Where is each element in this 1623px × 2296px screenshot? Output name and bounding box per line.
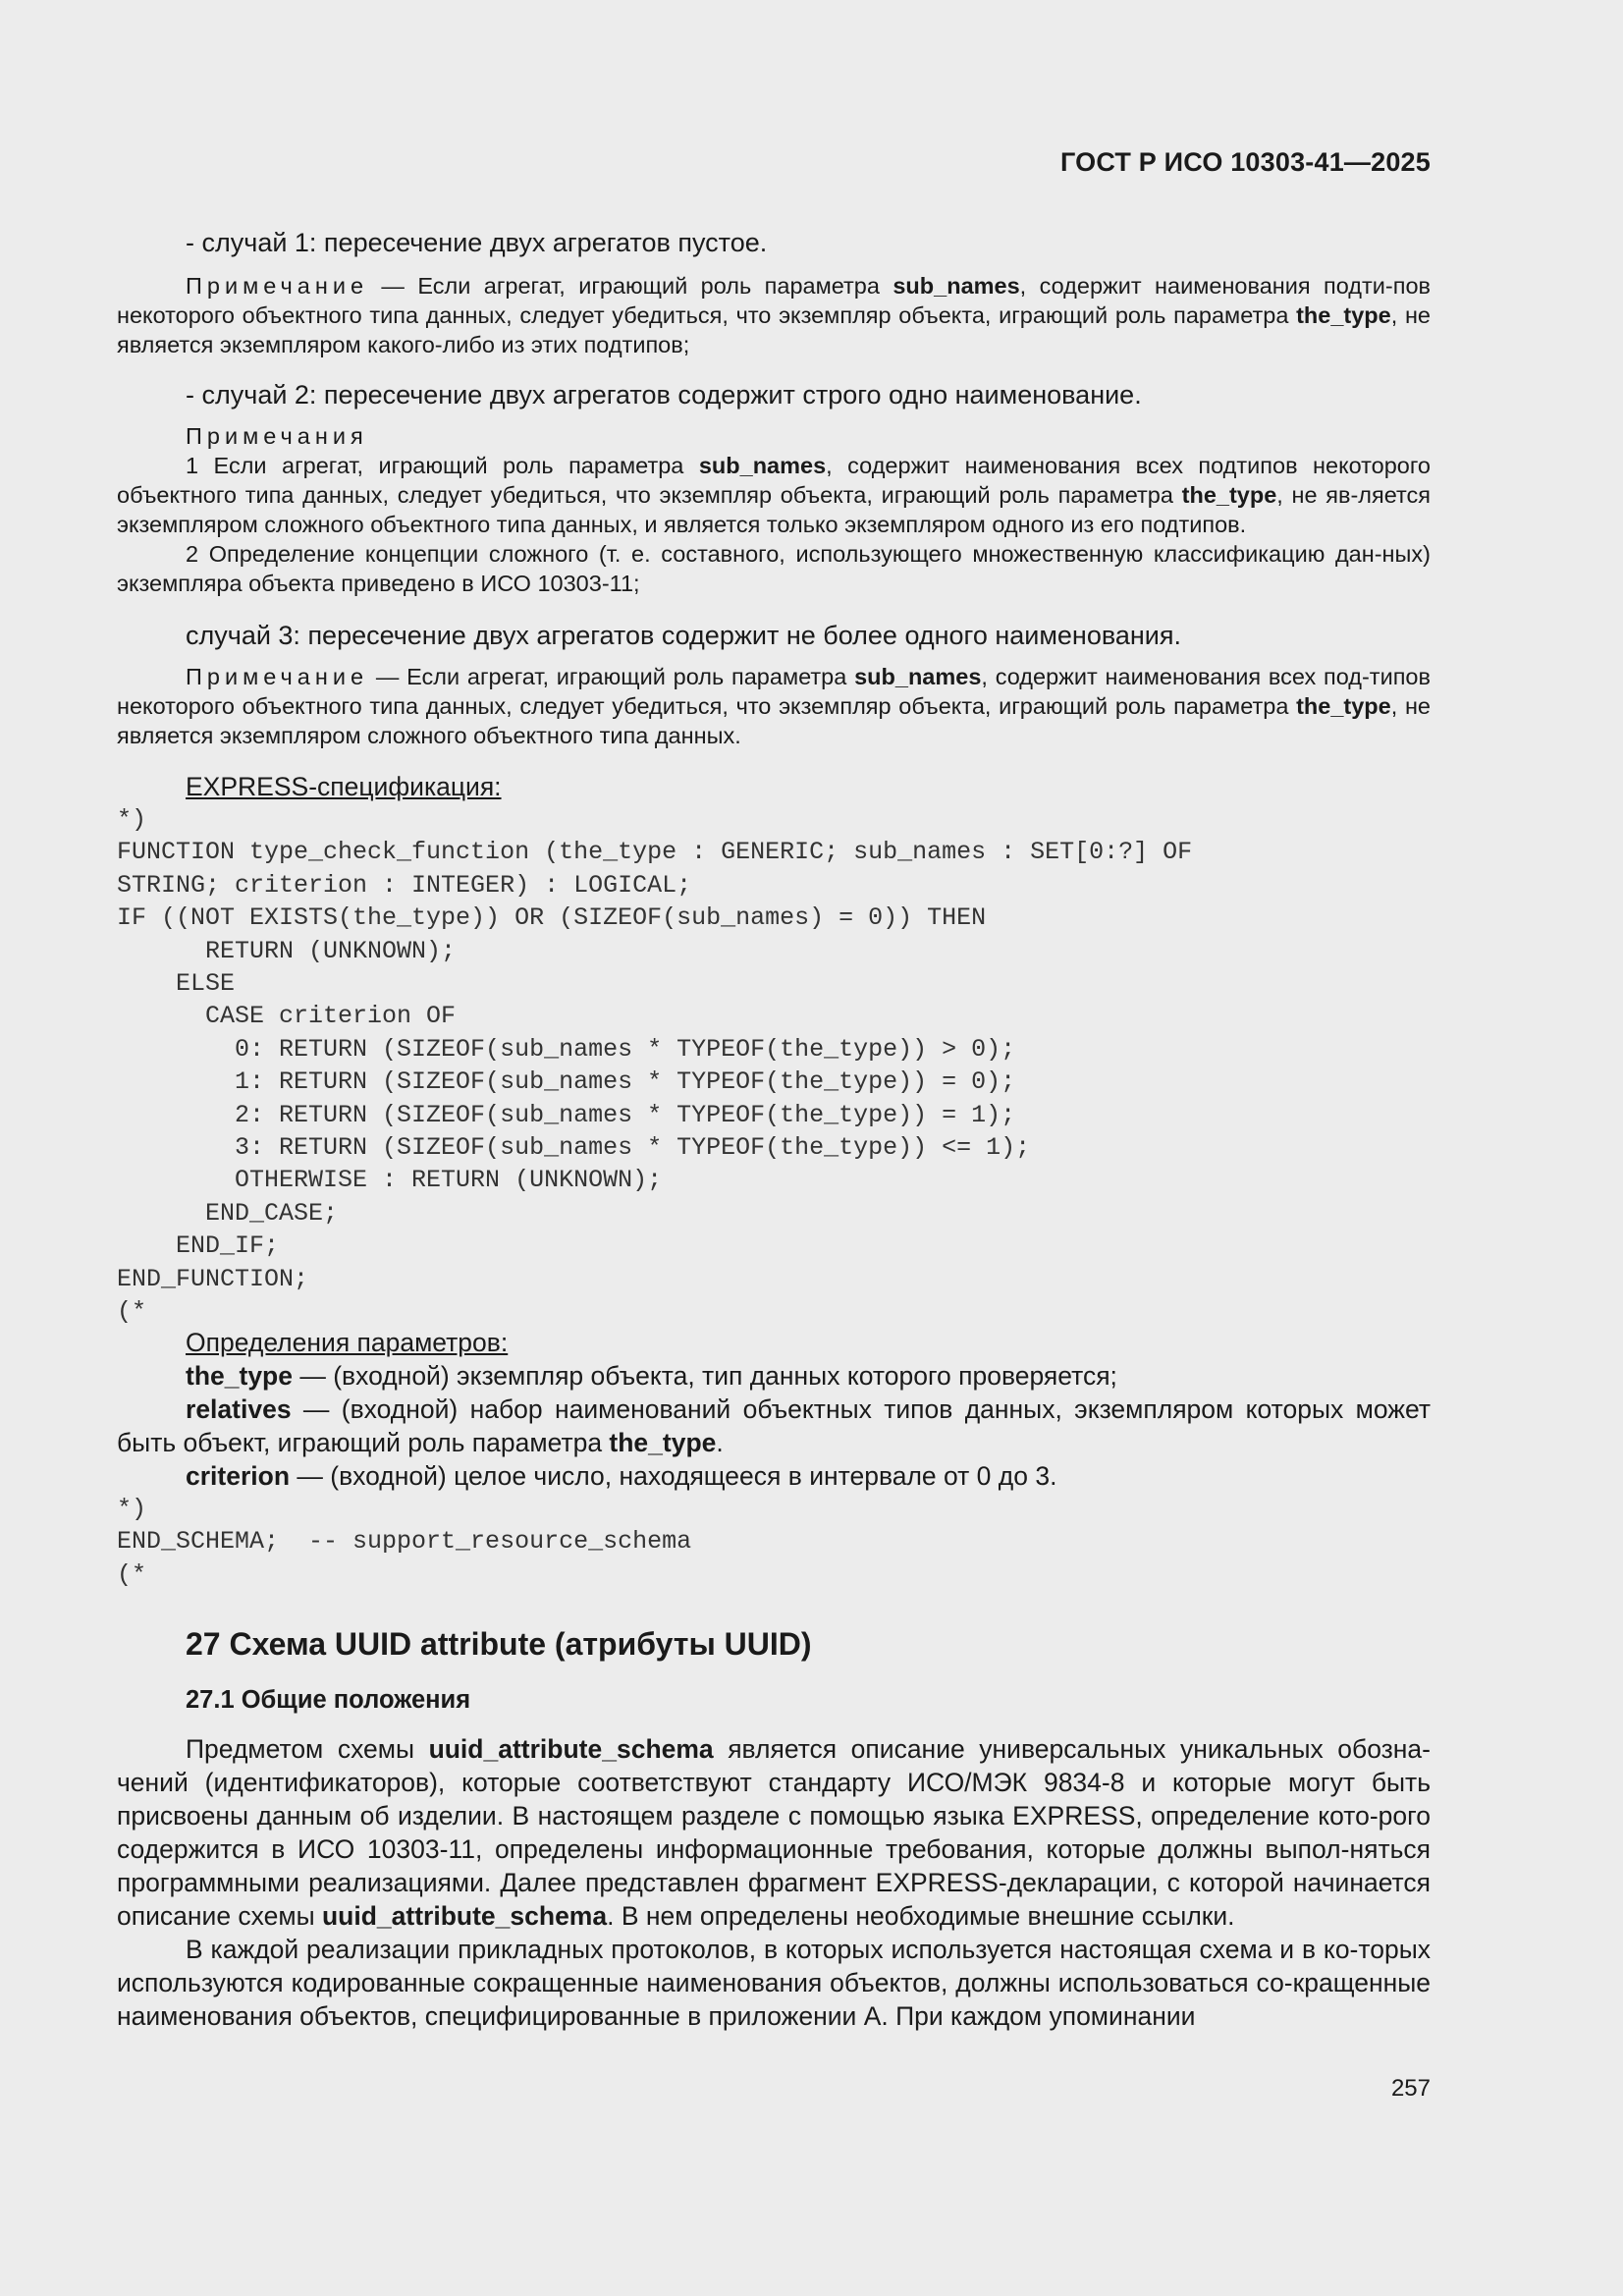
param-name: sub_names: [893, 273, 1020, 299]
code-line: OTHERWISE : RETURN (UNKNOWN);: [235, 1166, 663, 1195]
express-code-block-end: [117, 1493, 1431, 1591]
case-1-text: - случай 1: пересечение двух агрегатов пустое.: [186, 228, 768, 257]
param-name: the_type: [1181, 482, 1277, 508]
express-code-block: [117, 803, 1431, 1329]
code-line: *): [117, 1495, 147, 1523]
code-line: 0: RETURN (SIZEOF(sub_names * TYPEOF(the_type)) > 0);: [235, 1034, 1016, 1064]
note-text: , не является экземпляром какого-либо из этих подтипов;: [117, 302, 1431, 357]
section-title: 27 Схема UUID attribute (атрибуты UUID): [186, 1626, 812, 1662]
section-paragraph-1: [117, 1732, 1431, 1933]
param-the-type: [117, 1359, 1431, 1393]
params-label: [117, 1326, 1431, 1359]
note-text: — Если агрегат, играющий роль параметра: [368, 273, 893, 299]
note-text: , не является экземпляром сложного объектного типа данных.: [117, 693, 1431, 748]
code-line: END_CASE;: [205, 1198, 339, 1228]
note-text: , содержит наименования подти-пов некоторого объектного типа данных, следует убедиться, что экземпляр объекта, играющий роль параметра: [117, 273, 1431, 328]
case-3-note: [117, 662, 1431, 750]
param-name: sub_names: [854, 664, 982, 689]
paragraph-text: . В нем определены необходимые внешние ссылки.: [607, 1901, 1235, 1931]
param-desc: — (входной) набор наименований объектных типов данных, экземпляром которых может быть объект, играющий роль параметра: [117, 1394, 1431, 1457]
express-spec-label: [117, 770, 1431, 803]
express-spec-heading: EXPRESS-спецификация:: [186, 772, 502, 801]
page-number: 257: [1390, 2075, 1431, 2102]
param-desc: — (входной) целое число, находящееся в интервале от 0 до 3.: [290, 1461, 1057, 1491]
code-line: CASE criterion OF: [205, 1002, 457, 1031]
code-line: FUNCTION type_check_function (the_type : GENERIC; sub_names : SET[0:?] OF: [117, 838, 1193, 867]
schema-name: uuid_attribute_schema: [322, 1901, 608, 1931]
paragraph-text: является описание универсальных уникальных обозна-чений (идентификаторов), которые соответствуют стандарту ИСО/МЭК 9834-8 и которые могут быть присвоены данным об изделии. В настоящем разделе с помощью языка EXPRESS, определение кото-рого содержится в ИСО 10303-11, определены информационные требования, которые должны выпол-няться программными реализациями. Далее представлен фрагмент EXPRESS-декларации, с которой начинается описание схемы: [117, 1734, 1431, 1931]
param-desc: — (входной) экземпляр объекта, тип данных которого проверяется;: [292, 1361, 1117, 1391]
schema-name: uuid_attribute_schema: [428, 1734, 714, 1764]
case-2-note-2: 2 Определение концепции сложного (т. е. составного, использующего множественную классификацию дан-ных) экземпляра объекта приведено в ИСО 10303-11;: [117, 541, 1431, 596]
code-line: END_FUNCTION;: [117, 1264, 309, 1293]
document-header: ГОСТ Р ИСО 10303-41—2025: [1060, 147, 1431, 177]
param-name: the_type: [1296, 693, 1391, 719]
code-line: 2: RETURN (SIZEOF(sub_names * TYPEOF(the_type)) = 1);: [235, 1100, 1016, 1129]
param-relatives: [117, 1393, 1431, 1459]
params-heading: Определения параметров:: [186, 1328, 509, 1357]
code-line: (*: [117, 1297, 147, 1327]
notes-label: Примечания: [186, 423, 368, 449]
code-line: RETURN (UNKNOWN);: [205, 936, 457, 965]
note-label: Примечание: [186, 664, 369, 689]
case-2-block: [117, 378, 1431, 598]
param-name: the_type: [609, 1428, 717, 1457]
note-label: Примечание: [186, 273, 369, 299]
param-name: relatives: [186, 1394, 292, 1424]
parameter-definitions: [117, 1326, 1431, 1591]
code-line: STRING; criterion : INTEGER) : LOGICAL;: [117, 870, 692, 900]
case-2-text: - случай 2: пересечение двух агрегатов содержит строго одно наименование.: [186, 380, 1142, 410]
section-paragraph-2: В каждой реализации прикладных протоколов, в которых используется настоящая схема и в ко-торых используются кодированные сокращенные наименования объектов, должны использоваться со-кращенные наименования объектов, специфицированные в приложении А. При каждом упоминании: [117, 1935, 1431, 2031]
subsection-title: 27.1 Общие положения: [186, 1686, 471, 1714]
code-line: ELSE: [176, 969, 236, 999]
param-criterion: [117, 1459, 1431, 1493]
code-line: *): [117, 805, 147, 834]
case-1-note: [117, 271, 1431, 359]
code-line: 3: RETURN (SIZEOF(sub_names * TYPEOF(the_type)) <= 1);: [235, 1133, 1031, 1163]
code-line: 1: RETURN (SIZEOF(sub_names * TYPEOF(the_type)) = 0);: [235, 1067, 1016, 1097]
code-line: (*: [117, 1559, 147, 1589]
case-2-notes-label: [117, 421, 1431, 451]
param-name: criterion: [186, 1461, 291, 1491]
express-spec-block: [117, 770, 1431, 1329]
note-text: 1 Если агрегат, играющий роль параметра: [186, 453, 699, 478]
param-desc: .: [716, 1428, 724, 1457]
param-name: the_type: [1296, 302, 1391, 328]
note-text: , не яв-ляется экземпляром сложного объектного типа данных, и является только экземпляром одного из его подтипов.: [117, 482, 1432, 537]
code-line: END_IF;: [176, 1231, 280, 1261]
case-3-block: [117, 619, 1431, 750]
param-name: sub_names: [698, 453, 827, 478]
note-text: , содержит наименования всех под-типов некоторого объектного типа данных, следует убедиться, что экземпляр объекта, играющий роль параметра: [117, 664, 1431, 719]
code-line: END_SCHEMA; -- support_resource_schema: [117, 1527, 692, 1557]
param-name: the_type: [186, 1361, 293, 1391]
case-2-note-1: [117, 451, 1431, 539]
case-1-block: [117, 226, 1431, 359]
note-text: — Если агрегат, играющий роль параметра: [368, 664, 855, 689]
paragraph-text: Предметом схемы: [186, 1734, 429, 1764]
case-3-text: случай 3: пересечение двух агрегатов содержит не более одного наименования.: [186, 621, 1182, 650]
note-text: , содержит наименования всех подтипов некоторого объектного типа данных, следует убедиться, что экземпляр объекта, играющий роль параметра: [117, 453, 1432, 508]
code-line: IF ((NOT EXISTS(the_type)) OR (SIZEOF(sub_names) = 0)) THEN: [117, 903, 987, 933]
section-27: [117, 1626, 1431, 2033]
